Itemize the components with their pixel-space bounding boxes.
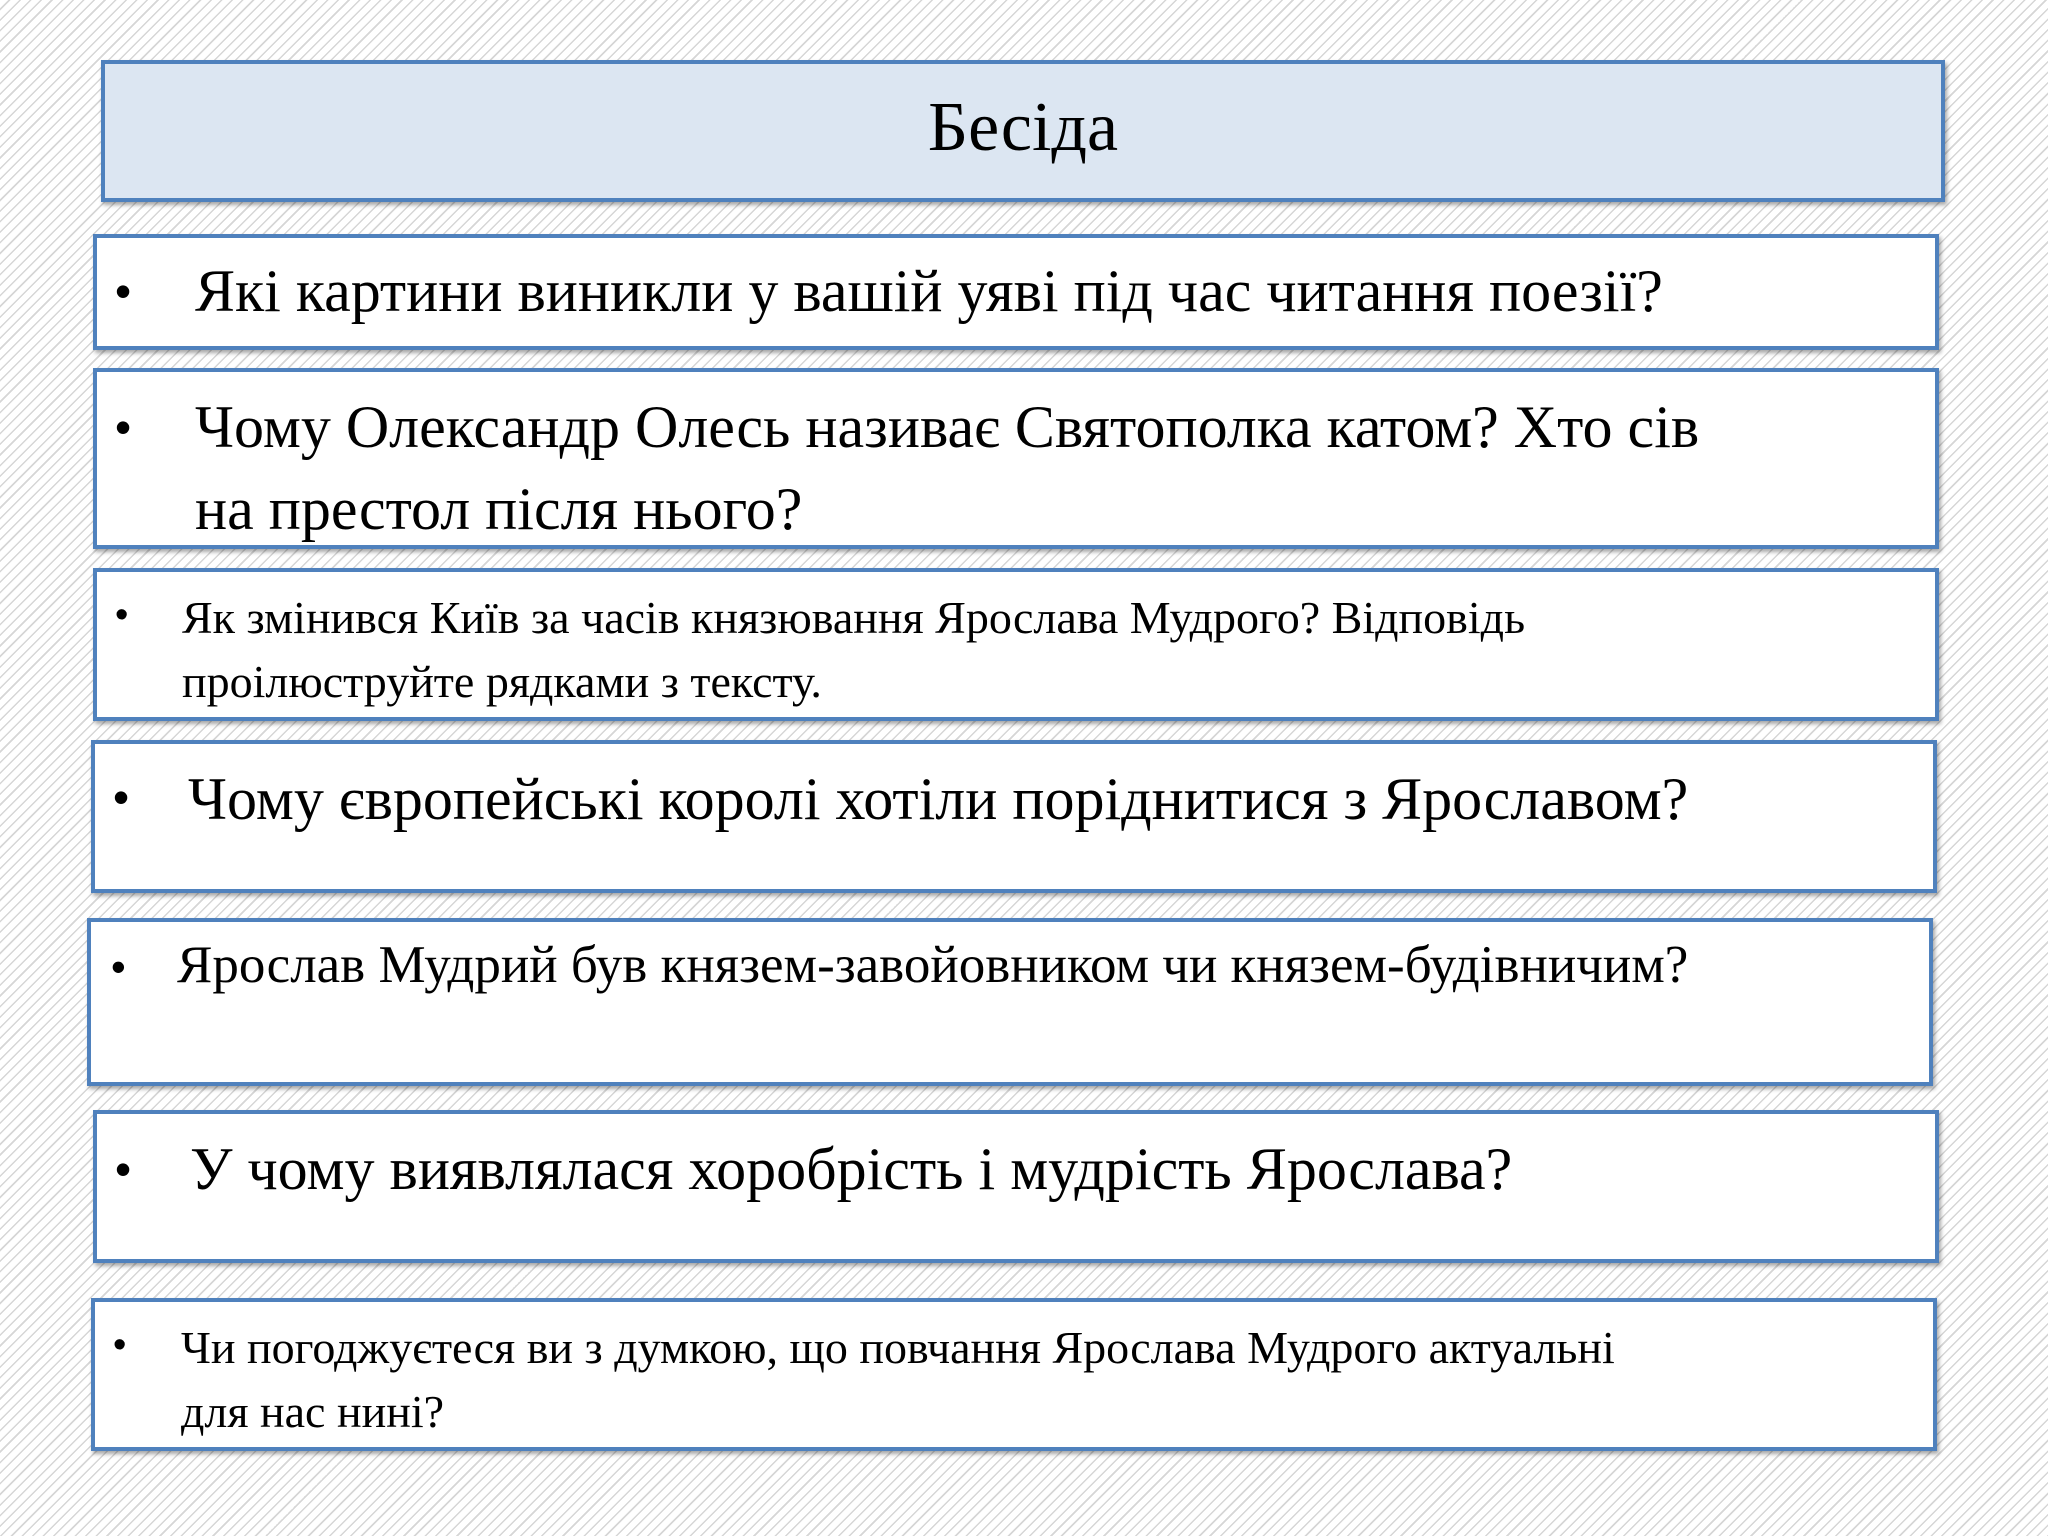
question-box-4 [91,740,1937,893]
question-4-text [188,758,1688,840]
question-box-7 [91,1298,1937,1451]
question-6-line-1: У чому виявлялася хоробрість і мудрість Ярослава? [190,1136,1513,1202]
question-2-line-1: Чому Олександр Олесь називає Святополка катом? Хто сів [195,394,1700,460]
question-5-line-1: Ярослав Мудрий був князем-завойовником чи князем-будівничим? [177,936,1689,994]
question-7-line-2: для нас нині? [181,1386,445,1437]
question-3-text [182,586,1525,714]
question-4-line-1: Чому європейські королі хотіли поріднитися з Ярославом? [188,766,1689,832]
question-6-text [190,1128,1512,1210]
bullet-3: • [115,594,129,636]
question-3-line-2: проілюструйте рядками з тексту. [182,656,822,707]
question-box-1 [93,234,1939,350]
question-7-text [181,1316,1615,1444]
question-2-text [195,386,1699,550]
bullet-4: • [113,771,130,823]
question-box-3 [93,568,1939,721]
question-5-text [177,930,1688,1000]
bullet-5: • [111,943,126,990]
question-box-6 [93,1110,1939,1263]
question-3-line-1: Як змінився Київ за часів князювання Ярослава Мудрого? Відповідь [182,592,1526,643]
bullet-1: • [115,265,132,317]
title-banner [101,60,1945,202]
question-box-2 [93,368,1939,549]
slide-title: Бесіда [927,89,1119,166]
bullet-6: • [115,1143,132,1195]
bullet-2: • [115,401,132,453]
question-7-line-1: Чи погоджуєтеся ви з думкою, що повчання Ярослава Мудрого актуальні [181,1322,1615,1373]
question-1-text [195,250,1663,332]
question-box-5 [87,918,1933,1086]
bullet-7: • [113,1324,127,1366]
question-1-line-1: Які картини виникли у вашій уяві під час читання поезії? [195,258,1663,324]
question-2-line-2: на престол після нього? [195,476,803,542]
